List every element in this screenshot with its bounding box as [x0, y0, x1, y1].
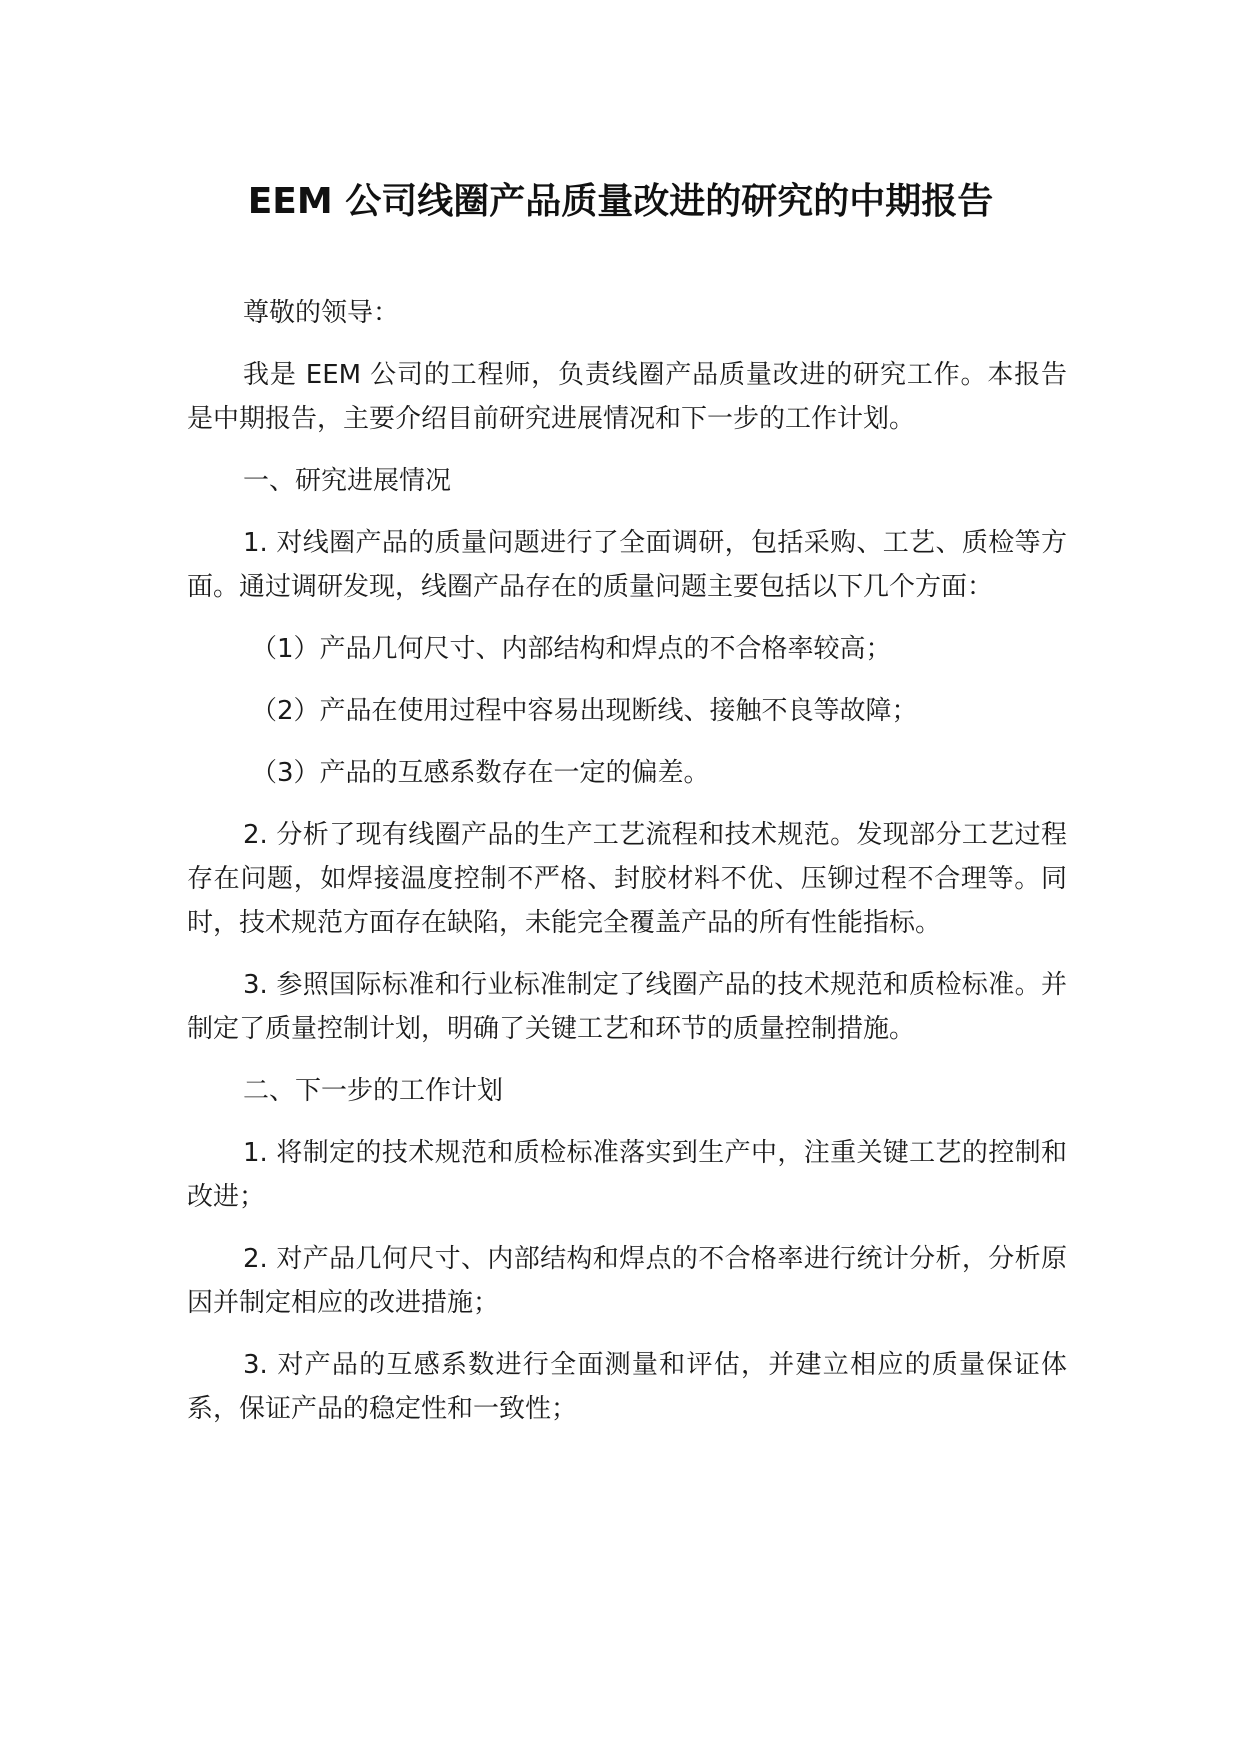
- section-heading-plan: 二、下一步的工作计划: [243, 1076, 504, 1106]
- issue-item-2: （2）产品在使用过程中容易出现断线、接触不良等故障；: [251, 696, 918, 726]
- salutation: 尊敬的领导：: [243, 298, 400, 328]
- progress-item-2: 2. 分析了现有线圈产品的生产工艺流程和技术规范。发现部分工艺过程存在问题，如焊接温度控制不严格、封胶材料不优、压铆过程不合理等。同时，技术规范方面存在缺陷，未能完全覆盖产品的所有性能指标。: [187, 820, 1067, 938]
- intro-paragraph: 我是 EEM 公司的工程师，负责线圈产品质量改进的研究工作。本报告是中期报告，主要介绍目前研究进展情况和下一步的工作计划。: [187, 360, 1067, 434]
- plan-item-3: 3. 对产品的互感系数进行全面测量和评估，并建立相应的质量保证体系，保证产品的稳定性和一致性；: [187, 1350, 1067, 1424]
- issue-item-1: （1）产品几何尺寸、内部结构和焊点的不合格率较高；: [251, 634, 892, 664]
- progress-item-1: 1. 对线圈产品的质量问题进行了全面调研，包括采购、工艺、质检等方面。通过调研发现，线圈产品存在的质量问题主要包括以下几个方面：: [187, 528, 1067, 602]
- plan-item-2: 2. 对产品几何尺寸、内部结构和焊点的不合格率进行统计分析，分析原因并制定相应的改进措施；: [187, 1244, 1067, 1318]
- section-heading-progress: 一、研究进展情况: [243, 466, 452, 496]
- progress-item-3: 3. 参照国际标准和行业标准制定了线圈产品的技术规范和质检标准。并制定了质量控制计划，明确了关键工艺和环节的质量控制措施。: [187, 970, 1067, 1044]
- document-title: EEM 公司线圈产品质量改进的研究的中期报告: [247, 181, 994, 222]
- issue-item-3: （3）产品的互感系数存在一定的偏差。: [251, 758, 710, 788]
- document-body: [187, 291, 1067, 1449]
- plan-item-1: 1. 将制定的技术规范和质检标准落实到生产中，注重关键工艺的控制和改进；: [187, 1138, 1067, 1212]
